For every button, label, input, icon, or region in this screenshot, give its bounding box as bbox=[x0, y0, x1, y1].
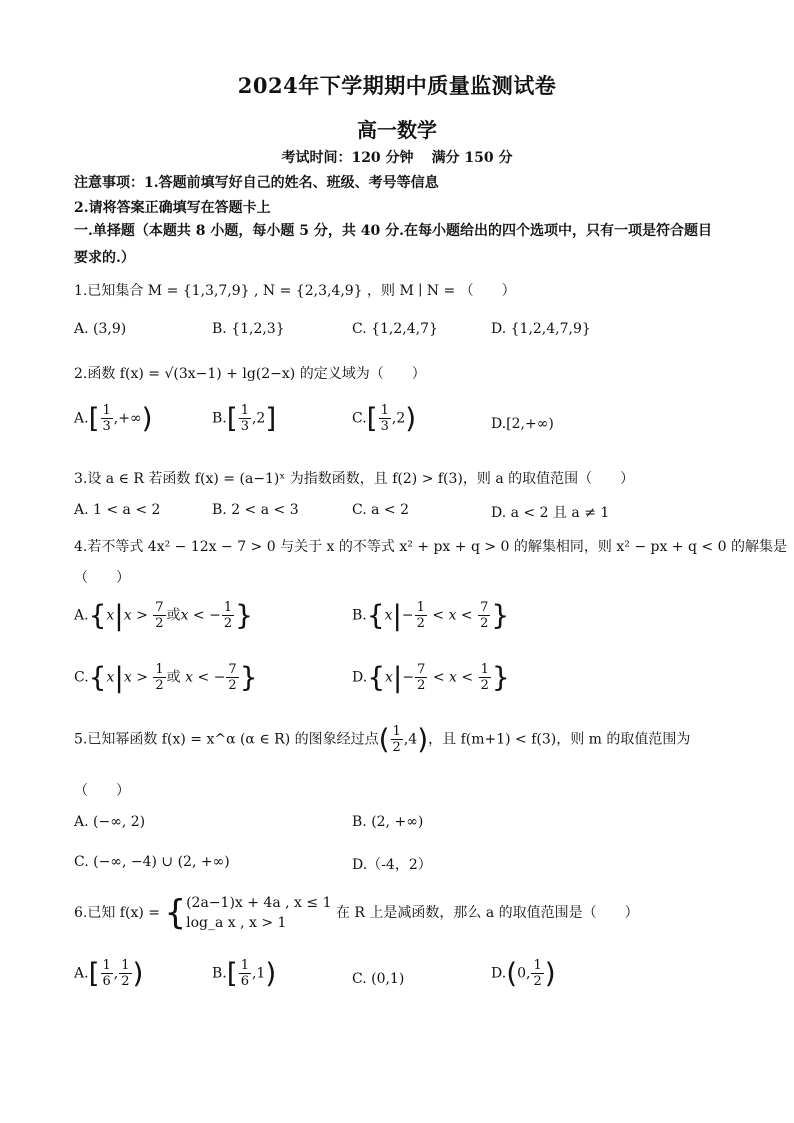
piecewise-case-1: (2a−1)x + 4a , x ≤ 1 bbox=[186, 895, 332, 911]
question-1-option-a: A. (3,9) bbox=[74, 321, 127, 337]
question-3-option-c: C. a < 2 bbox=[352, 502, 409, 518]
notes-line-1: 注意事项：1.答题前填写好自己的姓名、班级、考号等信息 bbox=[74, 175, 439, 191]
exam-time: 考试时间：120 分钟 bbox=[281, 150, 414, 166]
option-letter: D. bbox=[352, 669, 368, 686]
exam-subtitle: 高一数学 bbox=[357, 118, 437, 142]
question-2-stem: 2.函数 f(x) = √(3x−1) + lg(2−x) 的定义域为（ ） bbox=[74, 366, 426, 382]
question-4-option-c: C.{x|x > $\frac{1}{2}$ 或 x < − $\frac{7}{2}$ } bbox=[74, 660, 258, 694]
question-3-option-a: A. 1 < a < 2 bbox=[74, 502, 161, 518]
section-heading: 一.单择题（本题共 8 小题，每小题 5 分，共 40 分.在每小题给出的四个选项中，只有一项是符合题目要求的.） bbox=[74, 223, 712, 266]
question-6-option-c: C. (0,1) bbox=[352, 971, 405, 987]
question-3-stem: 3.设 a ∈ R 若函数 f(x) = (a−1)ˣ 为指数函数，且 f(2) > f(3)，则 a 的取值范围（ ） bbox=[74, 471, 635, 487]
option-letter: B. bbox=[352, 607, 367, 624]
question-3-option-b: B. 2 < a < 3 bbox=[212, 502, 299, 518]
question-1-option-c: C. {1,2,4,7} bbox=[352, 321, 438, 337]
question-5-stem-tail: ，且 f(m+1) < f(3)，则 m 的取值范围为 bbox=[428, 731, 691, 748]
question-5-stem-paren: （ ） bbox=[74, 783, 130, 799]
question-2-option-a: A.[ $\frac{1}{3}$ ,+∞) bbox=[74, 401, 153, 435]
question-2-option-c: C.[ $\frac{1}{3}$ ,2) bbox=[352, 401, 417, 435]
piecewise-function: { (2a−1)x + 4a , x ≤ 1 log_a x , x > 1 bbox=[164, 893, 332, 933]
question-2-option-b: B.[ $\frac{1}{3}$ ,2] bbox=[212, 401, 277, 435]
question-5-option-b: B. (2, +∞) bbox=[352, 814, 424, 830]
question-6-stem bbox=[74, 893, 639, 933]
exam-info bbox=[0, 147, 794, 167]
question-4-option-b: B.{x|− $\frac{1}{2}$ < x < $\frac{7}{2}$ } bbox=[352, 598, 510, 632]
option-letter: B. bbox=[212, 965, 227, 982]
question-6-option-d: D.(0, $\frac{1}{2}$ ) bbox=[491, 956, 556, 990]
question-5-option-c: C. (−∞, −4) ∪ (2, +∞) bbox=[74, 854, 230, 870]
notes-line-2: 2.请将答案正确填写在答题卡上 bbox=[74, 200, 271, 216]
question-5-stem-main: 5.已知幂函数 f(x) = x^α (α ∈ R) 的图象经过点 bbox=[74, 731, 379, 748]
exam-score: 满分 150 分 bbox=[431, 150, 513, 166]
question-4-option-a: A.{x|x > $\frac{7}{2}$ 或x < − $\frac{1}{2}$ } bbox=[74, 598, 253, 632]
option-letter: A. bbox=[74, 965, 89, 982]
piecewise-case-2: log_a x , x > 1 bbox=[186, 915, 287, 931]
option-letter: A. bbox=[74, 607, 89, 624]
option-letter: C. bbox=[74, 669, 89, 686]
question-2-option-d: D.[2,+∞) bbox=[491, 416, 554, 432]
question-5-option-a: A. (−∞, 2) bbox=[74, 814, 146, 830]
question-4-stem: 4.若不等式 4x² − 12x − 7 > 0 与关于 x 的不等式 x² + px + q > 0 的解集相同，则 x² − px + q < 0 的解集是 bbox=[74, 539, 787, 555]
question-4-stem-paren: （ ） bbox=[74, 570, 130, 586]
option-letter: A. bbox=[74, 410, 89, 427]
question-6-option-b: B.[ $\frac{1}{6}$ ,1) bbox=[212, 956, 277, 990]
question-6-stem-pre: 6.已知 f(x) = bbox=[74, 905, 160, 921]
question-1-option-d: D. {1,2,4,7,9} bbox=[491, 321, 591, 337]
question-3-option-d: D. a < 2 且 a ≠ 1 bbox=[491, 505, 610, 521]
question-5-stem: 5.已知幂函数 f(x) = x^α (α ∈ R) 的图象经过点( $\frac{1}{2}$ ,4)，且 f(m+1) < f(3)，则 m 的取值范围为 bbox=[74, 722, 691, 756]
question-1-option-b: B. {1,2,3} bbox=[212, 321, 285, 337]
question-6-option-a: A.[ $\frac{1}{6}$ , $\frac{1}{2}$ ) bbox=[74, 956, 144, 990]
question-1-stem: 1.已知集合 M = {1,3,7,9} , N = {2,3,4,9} ，则 M ∣ N = （ ） bbox=[74, 283, 516, 299]
question-6-stem-tail: 在 R 上是减函数，那么 a 的取值范围是（ ） bbox=[335, 905, 639, 921]
exam-title: 2024年下学期期中质量监测试卷 bbox=[237, 73, 557, 98]
question-4-option-d: D.{x|− $\frac{7}{2}$ < x < $\frac{1}{2}$ } bbox=[352, 660, 510, 694]
option-letter: B. bbox=[212, 410, 227, 427]
option-letter: C. bbox=[352, 410, 367, 427]
question-5-option-d: D.（-4，2） bbox=[352, 857, 432, 873]
option-letter: D. bbox=[491, 965, 507, 982]
